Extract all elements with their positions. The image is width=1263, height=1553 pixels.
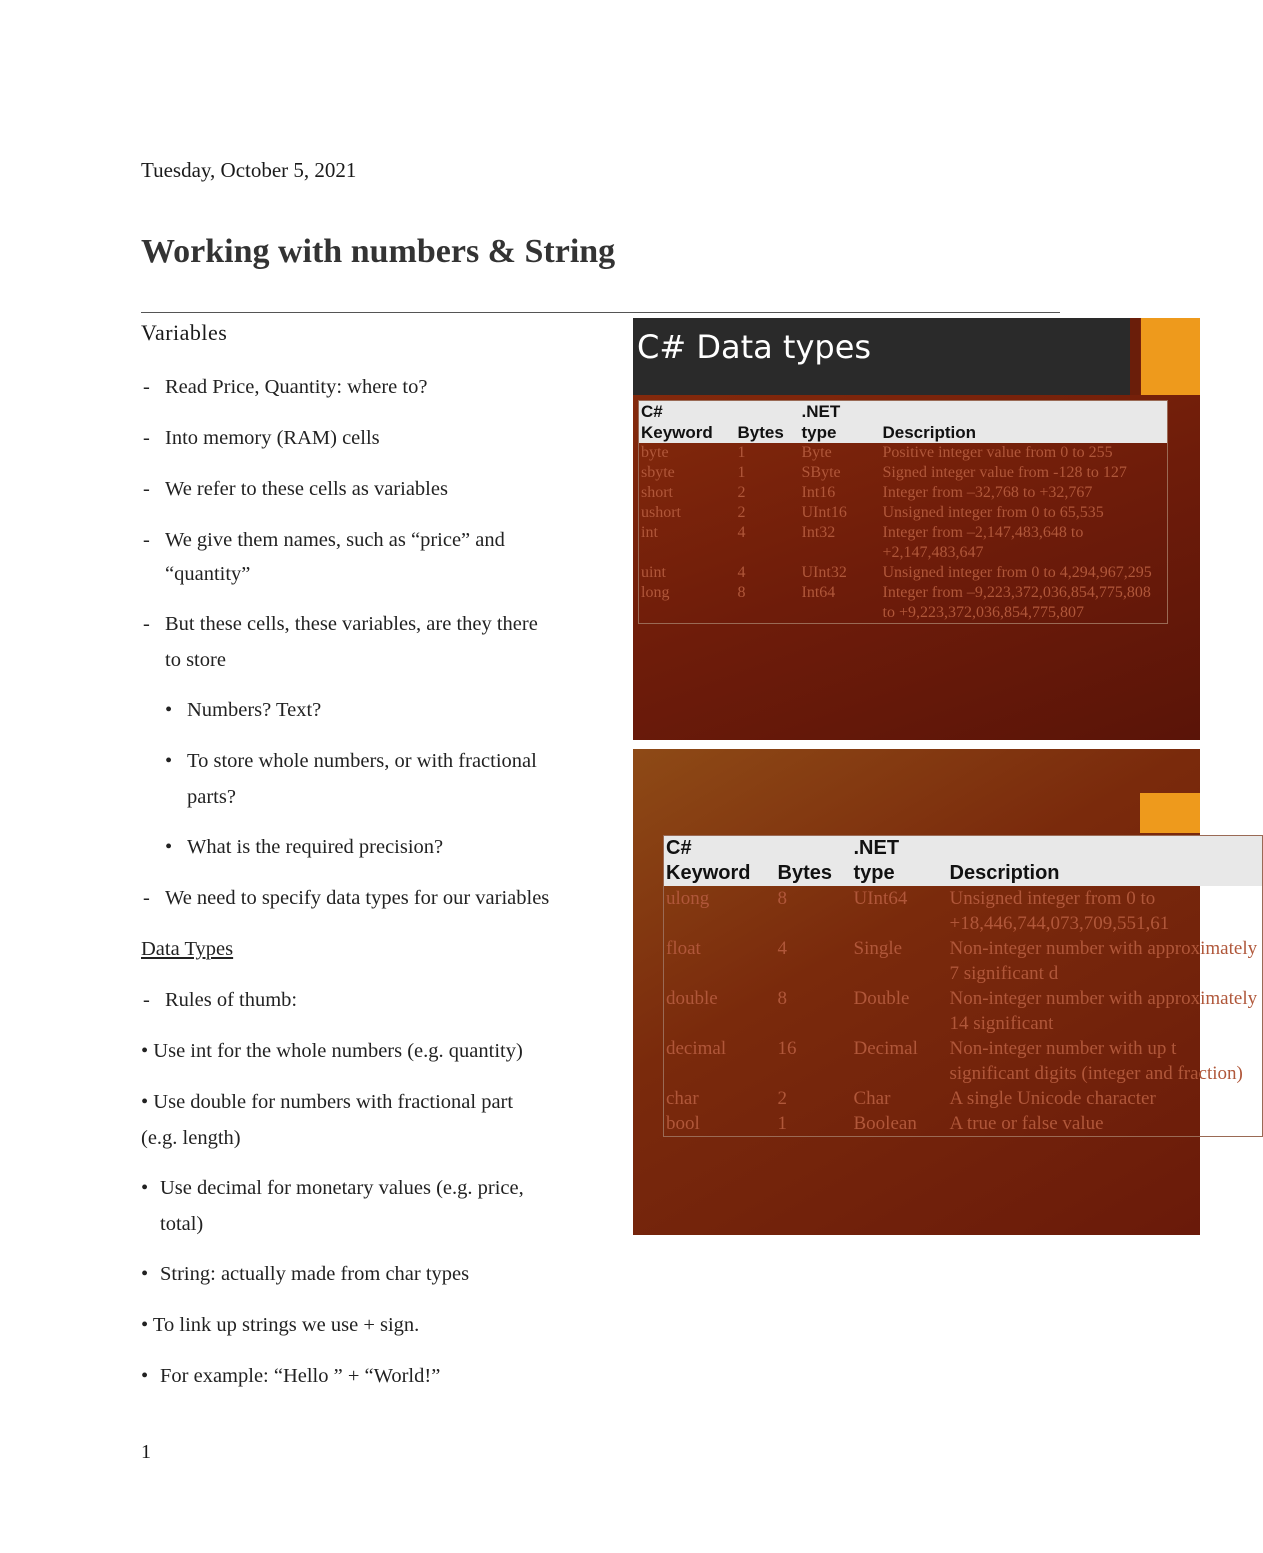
bullet-marker: • [165,750,173,772]
list-item [143,983,297,1018]
table-cell: Char [853,1088,891,1109]
dash-marker: - [143,376,150,398]
table-cell: int [641,524,658,541]
table-cell: 8 [777,988,787,1009]
list-item-text: For example: “Hello ” + “World!” [160,1365,441,1387]
table-cell: Integer from –2,147,483,648 to +2,147,483,647 [882,524,1084,561]
table-row [664,986,1263,1036]
table-cell: sbyte [641,464,675,481]
table-cell: Non-integer number with approximately 14 significant [949,988,1258,1034]
table-row [639,503,1168,523]
table-cell: A single Unicode character [949,1088,1156,1109]
list-item: • Use double for numbers with fractional part [141,1091,514,1113]
slide-2-table-clip [633,749,1258,1235]
list-item-text: We need to specify data types for our variables [165,887,550,909]
list-item-text: Numbers? Text? [187,699,322,721]
table-cell: 8 [777,888,787,909]
column-header-bytes: Bytes [736,401,800,444]
column-header-net-type: .NET type [852,836,948,887]
table-header-row [639,401,1168,444]
title-divider [141,312,1060,313]
list-item: • Use int for the whole numbers (e.g. quantity) [141,1040,523,1062]
table-cell: Non-integer number with up t significant digits (integer and fraction) [949,1038,1243,1084]
slide-title-stripe [1130,318,1140,395]
column-header-description: Description [881,401,1168,444]
table-cell: Boolean [853,1113,917,1134]
list-item [141,1257,469,1292]
table-cell: 1 [737,464,746,481]
bullet-marker: • [165,836,173,858]
table-cell: 1 [777,1113,787,1134]
table-cell: 2 [777,1088,787,1109]
column-header-keyword: C# Keyword [664,836,776,887]
table-cell: 4 [777,938,787,959]
table-header-row [664,836,1263,887]
column-header-description: Description [948,836,1263,887]
slide-title: C# Data types [637,328,872,366]
dash-marker: - [143,529,150,551]
bullet-marker: • [141,1365,149,1387]
data-types-heading: Data Types [141,938,234,960]
column-header-net-type: .NET type [800,401,881,444]
table-row [639,463,1168,483]
list-item-text: String: actually made from char types [160,1263,470,1285]
list-item-continuation: total) [160,1213,204,1235]
table-cell: 8 [737,584,746,601]
table-row [664,1036,1263,1086]
table-cell: Int16 [801,484,836,501]
table-cell: UInt16 [801,504,847,521]
slide-accent-block [1141,318,1200,395]
table-row [639,483,1168,503]
list-item-continuation: parts? [187,786,236,808]
sub-list-item [165,693,321,728]
table-cell: char [666,1088,699,1109]
table-cell: long [641,584,670,601]
document-date: Tuesday, October 5, 2021 [141,158,357,182]
table-row [664,936,1263,986]
table-cell: Signed integer value from -128 to 127 [882,464,1127,481]
list-item-text: But these cells, these variables, are they there [165,613,538,635]
table-cell: Decimal [853,1038,918,1059]
bullet-marker: • [141,1263,149,1285]
table-cell: decimal [666,1038,727,1059]
sub-list-item [165,744,537,779]
table-cell: byte [641,444,669,461]
table-cell: Unsigned integer from 0 to 65,535 [882,504,1104,521]
data-types-table-2 [663,835,1263,1137]
list-item [143,881,549,916]
column-header-keyword: C# Keyword [639,401,736,444]
list-item [141,1171,524,1206]
list-item [143,370,427,405]
table-cell: Byte [801,444,832,461]
list-item-text: Into memory (RAM) cells [165,427,380,449]
sub-list-item [165,830,443,865]
data-types-table-1 [638,400,1168,624]
list-item [143,472,448,507]
list-item-text: Rules of thumb: [165,989,298,1011]
table-cell: UInt32 [801,564,847,581]
table-cell: 4 [737,524,746,541]
page-title: Working with numbers & String [141,233,616,270]
table-cell: ulong [666,888,710,909]
dash-marker: - [143,613,150,635]
table-cell: Integer from –32,768 to +32,767 [882,484,1093,501]
table-row [664,1086,1263,1111]
table-cell: float [666,938,701,959]
table-cell: Unsigned integer from 0 to +18,446,744,073,709,551,61 [949,888,1170,934]
list-item-text: We refer to these cells as variables [165,478,448,500]
table-cell: 1 [737,444,746,461]
page-number: 1 [141,1441,151,1463]
table-cell: 2 [737,484,746,501]
table-cell: ushort [641,504,681,521]
table-cell: Int32 [801,524,836,541]
table-cell: 16 [777,1038,797,1059]
table-row [639,523,1168,563]
list-item-text: Read Price, Quantity: where to? [165,376,428,398]
list-item-continuation: (e.g. length) [141,1127,241,1149]
list-item [143,607,538,642]
table-row [639,583,1168,624]
table-cell: Positive integer value from 0 to 255 [882,444,1113,461]
bullet-marker: • [165,699,173,721]
table-row [639,443,1168,463]
dash-marker: - [143,427,150,449]
table-cell: short [641,484,673,501]
list-item: • To link up strings we use + sign. [141,1314,420,1336]
list-item [143,421,380,456]
dash-marker: - [143,478,150,500]
table-cell: bool [666,1113,700,1134]
dash-marker: - [143,887,150,909]
list-item-text: We give them names, such as “price” and [165,529,505,551]
table-row [664,1111,1263,1137]
list-item [141,1359,440,1394]
table-cell: Double [853,988,910,1009]
table-cell: SByte [801,464,841,481]
bullet-marker: • [141,1177,149,1199]
table-cell: Int64 [801,584,836,601]
table-cell: 4 [737,564,746,581]
list-item-text: To store whole numbers, or with fractional [187,750,537,772]
table-cell: Integer from –9,223,372,036,854,775,808 to +9,223,372,036,854,775,807 [882,584,1151,621]
list-item [143,523,505,558]
table-cell: A true or false value [949,1113,1104,1134]
list-item-text: Use decimal for monetary values (e.g. price, [160,1177,524,1199]
table-cell: Non-integer number with approximately 7 significant d [949,938,1258,984]
column-header-bytes: Bytes [776,836,852,887]
list-item-text: What is the required precision? [187,836,444,858]
dash-marker: - [143,989,150,1011]
table-cell: UInt64 [853,888,908,909]
table-row [639,563,1168,583]
table-row [664,886,1263,936]
table-cell: uint [641,564,666,581]
table-cell: 2 [737,504,746,521]
list-item-continuation: to store [165,649,226,671]
list-item-continuation: “quantity” [165,563,251,585]
section-heading-variables: Variables [141,320,228,345]
table-cell: Unsigned integer from 0 to 4,294,967,295 [882,564,1152,581]
table-cell: Single [853,938,903,959]
table-cell: double [666,988,718,1009]
